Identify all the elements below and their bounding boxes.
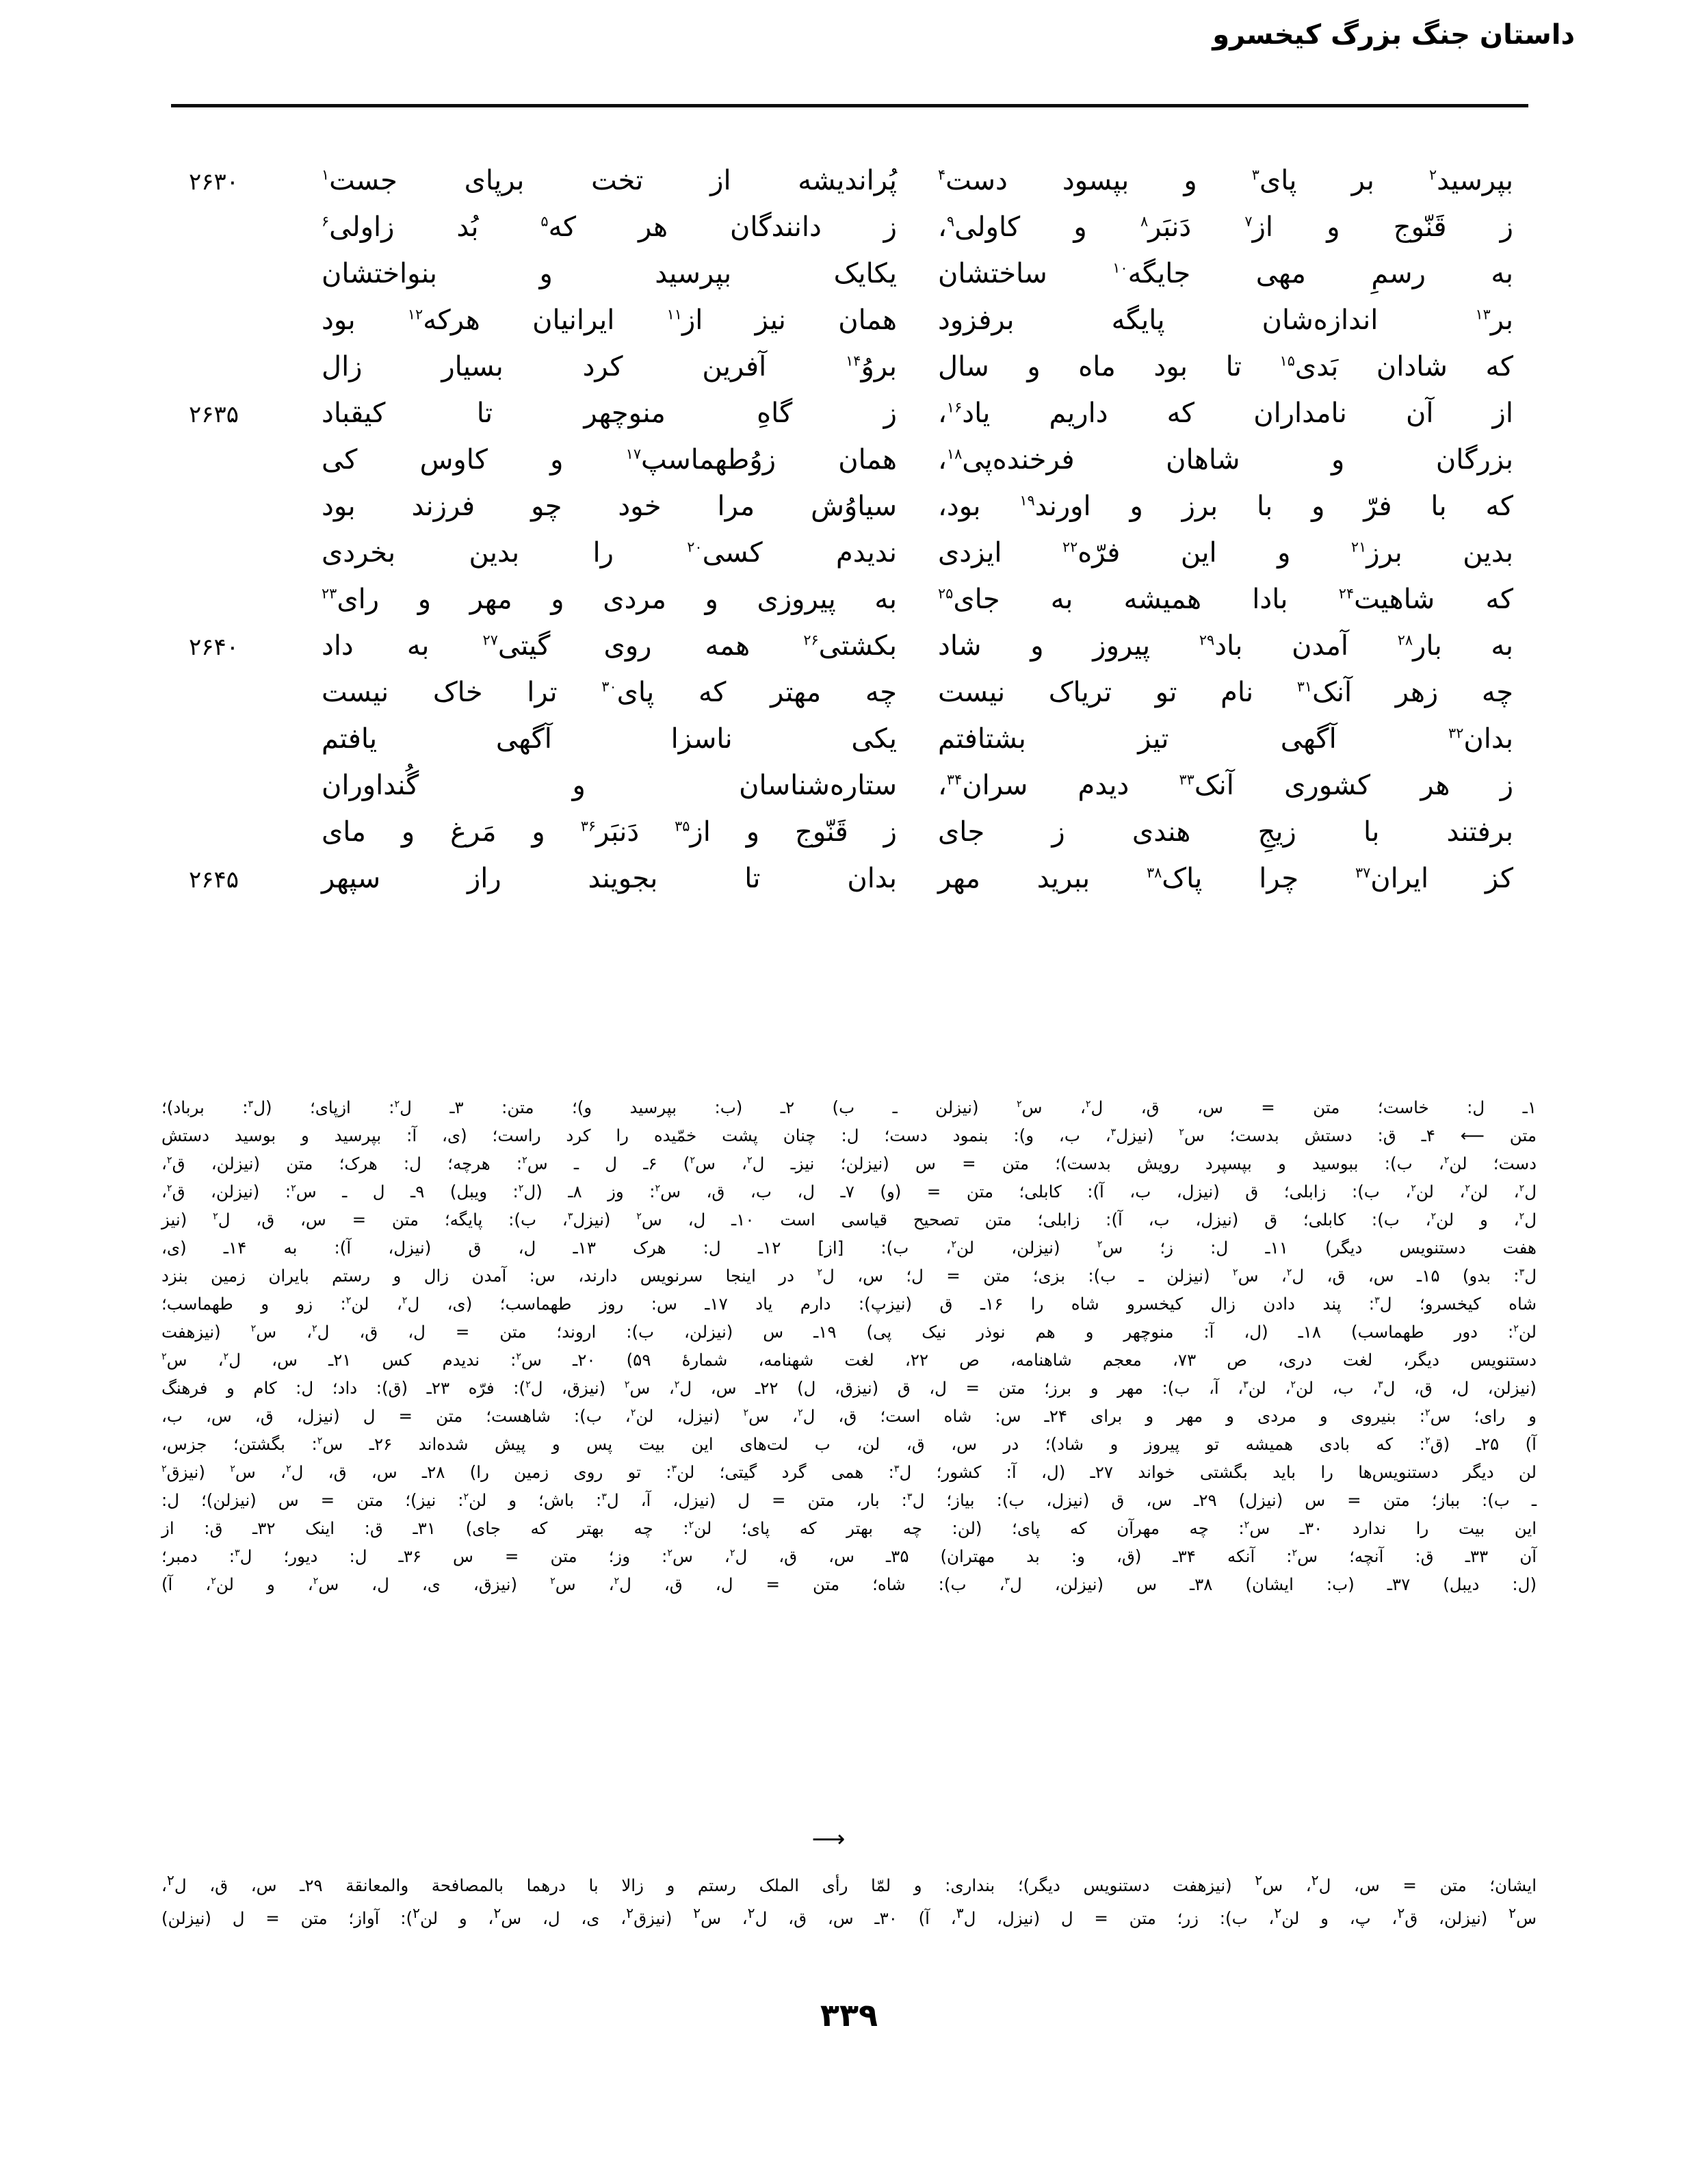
apparatus-line: (نیزلن، ل، ق، ل$^۳$، ب، لن$^۲$، لن$^۳$، آ، ب): مهر و برز؛ متن = ل، ق (نیزق، ل) ۲۲ـ س، ل$^۲$، س$^۲$ (نیزق، ل$^۲$): فرّه ۲۳ـ (ق): داد؛ ل: کام و فرهنگ — [161, 1378, 1537, 1398]
hemistich-right: ستاره‌شناسان و گُنداوران — [322, 770, 897, 801]
hemistich-right: ز قَنّوج و از$^{۳۵}$ دَنبَر$^{۳۶}$ و مَرغ و مای — [322, 816, 897, 848]
verse-block — [171, 164, 1527, 909]
hemistich-right: بدان تا بجویند راز سپهر — [322, 863, 897, 894]
verse-row — [171, 211, 1527, 257]
hemistich-left: به بار$^{۲۸}$ آمدن باد$^{۲۹}$ پیروز و شاد — [938, 630, 1513, 662]
apparatus-line: ل$^۲$، و لن$^۲$، ب): کابلی؛ ق (نیزل، ب، آ): زابلی؛ متن تصحیح قیاسی است ۱۰ـ ل، س$^۲$ (نیزل$^۳$، ب): پایگه؛ متن = س، ق، ل$^۲$ (نیز — [161, 1210, 1537, 1230]
verse-row — [171, 676, 1527, 723]
hemistich-left: بر$^{۱۳}$ اندازه‌شان پایگه برفزود — [938, 304, 1513, 336]
hemistich-right: پُراندیشه از تخت برپای جست$^۱$ — [322, 165, 897, 196]
verse-number: ۲۶۴۵ — [189, 866, 239, 894]
verse-row — [171, 862, 1527, 909]
hemistich-right: یکی ناسزا آگهی یافتم — [322, 723, 897, 755]
continuation-arrow-marker — [0, 1825, 1698, 1853]
hemistich-left: چه زهر آنک$^{۳۱}$ نام تو تریاک نیست — [938, 677, 1513, 708]
apparatus-line: این بیت را ندارد ۳۰ـ س$^۲$: چه مهرآن که پای؛ (لن: چه بهتر که پای؛ لن$^۲$: چه بهتر که جای) ۳۱ـ ق: اینک ۳۲ـ ق: از — [161, 1518, 1537, 1538]
apparatus-line: دست؛ لن$^۲$، ب): ببوسید و بپسپرد رویش بدست)؛ متن = س (نیزلن؛ نیزـ ل$^۲$، س$^۲$) ۶ـ ل ـ س$^۲$: هرچه؛ ل: هرک؛ متن (نیزلن، ق$^۲$، — [161, 1154, 1537, 1173]
apparatus-line: آ) ۲۵ـ (ق$^۲$: که بادی همیشه تو پیروز و شاد)؛ در س، ق، لن، ب لت‌های این بیت پس و پیش شده‌اند ۲۶ـ س$^۲$: بگشتن؛ جزس، — [161, 1434, 1537, 1454]
hemistich-left: به رسمِ مهی جایگه$^{۱۰}$ ساختشان — [938, 258, 1513, 289]
apparatus-line: (ل: دیبل) ۳۷ـ (ب: ایشان) ۳۸ـ س (نیزلن، ل$^۳$، ب): شاه؛ متن = ل، ق، ل$^۲$، س$^۲$ (نیزق، ی، ل، س$^۲$، و لن$^۲$، آ) — [161, 1574, 1537, 1594]
running-head-title: داستان جنگ بزرگ کیخسرو — [1212, 19, 1575, 51]
hemistich-left: که با فرّ و با برز و اورند$^{۱۹}$ بود، — [938, 491, 1513, 522]
critical-apparatus-block-one — [161, 1093, 1537, 1598]
apparatus-line: ل$^۳$: بدو) ۱۵ـ س، ق، ل$^۲$، س$^۲$ (نیزلن ـ ب): بزی؛ متن = ل؛ س، ل$^۲$ در اینجا سرنویس دارند، س: آمدن زال و رستم بایران زمین بنزد — [161, 1266, 1537, 1286]
apparatus-line: ـ ب): بباز؛ متن = س (نیزل) ۲۹ـ س، ق (نیزل، ب): بیاز؛ ل$^۳$: بار، متن = ل (نیزل، آ، ل$^۳$: باش؛ و لن$^۲$: نیز)؛ متن = س (نیزلن)؛ ل: — [161, 1490, 1537, 1510]
hemistich-right: بروُ$^{۱۴}$ آفرین کرد بسیار زال — [322, 351, 897, 382]
hemistich-left: که شادان بَدی$^{۱۵}$ تا بود ماه و سال — [938, 351, 1514, 382]
hemistich-left: که شاهیت$^{۲۴}$ بادا همیشه به جای$^{۲۵}$ — [938, 584, 1513, 615]
verse-row — [171, 397, 1527, 443]
verse-row — [171, 583, 1527, 629]
verse-row — [171, 723, 1527, 769]
apparatus-line: ۱ـ ل: خاست؛ متن = س، ق، ل$^۲$، س$^۲$ (نیزلن ـ ب) ۲ـ (ب: بپرسید و)؛ متن: ۳ـ ل$^۲$: ازپای؛ (ل$^۳$: برباد)؛ — [161, 1097, 1537, 1117]
hemistich-left: کز ایران$^{۳۷}$ چرا پاک$^{۳۸}$ ببرید مهر — [938, 863, 1514, 894]
apparatus-line: دستنویس دیگر، لغت دری، ص ۷۳، معجم شاهنامه، ص ۲۲، لغت شهنامه، شمارهٔ ۵۹) ۲۰ـ س$^۲$: ندیدم کس ۲۱ـ س، ل$^۲$، س$^۲$ — [161, 1350, 1537, 1370]
apparatus-line: شاه کیخسرو؛ ل$^۳$: پند دادن زال کیخسرو شاه را ۱۶ـ ق (نیزپ): دارم یاد ۱۷ـ س: روز طهماسب؛ (ی، ل$^۲$، لن$^۲$: زو و طهماسب؛ — [161, 1294, 1537, 1314]
page-number: ۳۳۹ — [820, 1997, 878, 2033]
verse-number: ۲۶۳۵ — [189, 401, 239, 428]
hemistich-right: بکشتی$^{۲۶}$ همه روی گیتی$^{۲۷}$ به داد — [322, 630, 897, 662]
hemistich-right: ز دانندگان هر که$^۵$ بُد زاولی$^۶$ — [322, 211, 898, 243]
apparatus-line: متن ⟵ ۴ـ ق: دستش بدست؛ س$^۲$ (نیزل$^۳$، ب، و): بنمود دست؛ ل: چنان پشت خمّیده را کرد راست؛ (ی، آ: بپرسید و بوسید دستش — [161, 1126, 1537, 1145]
hemistich-left: ز هر کشوری آنک$^{۳۳}$ دیدم سران$^{۳۴}$، — [938, 770, 1514, 801]
hemistich-left: بپرسید$^۲$ بر پای$^۳$ و بپسود دست$^۴$ — [938, 165, 1513, 196]
hemistich-right: به پیروزی و مردی و مهر و رای$^{۲۳}$ — [322, 584, 897, 615]
apparatus-line: س$^۲$ (نیزلن، ق$^۲$، پ، و لن$^۲$، ب): زر؛ متن = ل (نیزل، ل$^۳$، آ) ۳۰ـ س، ق، ل$^۲$، س$^۲$ (نیزق$^۲$، ی، ل، س$^۲$، و لن$^۲$): آواز؛ متن = ل (نیزلن) — [161, 1905, 1537, 1929]
verse-row — [171, 536, 1527, 583]
apparatus-line: و رای؛ س$^۲$: بنیروی و مردی و مهر و برای ۲۴ـ س: شاه است؛ ق، ل$^۲$، س$^۲$ (نیزل، لن$^۲$، ب): شاهست؛ متن = ل (نیزل، ق، س، ب، — [161, 1406, 1537, 1426]
verse-row — [171, 257, 1527, 304]
hemistich-left: بزرگان و شاهان فرخنده‌پی$^{۱۸}$، — [938, 444, 1513, 476]
apparatus-line: آن ۳۳ـ ق: آنچه؛ س$^۲$: آنکه ۳۴ـ (ق، و: بد مهتران) ۳۵ـ س، ق، ل$^۲$، س$^۲$: وز؛ متن = س ۳۶ـ ل: دیور؛ ل$^۳$: دمبر؛ — [161, 1546, 1537, 1566]
verse-row — [171, 164, 1527, 211]
hemistich-right: ندیدم کسی$^{۲۰}$ را بدین بخردی — [322, 537, 897, 569]
hemistich-left: از آن نامداران که داریم یاد$^{۱۶}$، — [938, 398, 1513, 429]
hemistich-right: سیاوُش مرا خود چو فرزند بود — [322, 491, 897, 522]
apparatus-line: ایشان؛ متن = س، ل$^۲$، س$^۲$ (نیزهفت دستنویس دیگر)؛ بنداری: و لمّا رأی الملک رستم و زالا با درهما بالمصافحة والمعانقة ۲۹ـ س، ق، ل$^۲$، — [161, 1872, 1537, 1896]
apparatus-line: لن$^۲$: دور طهماسب) ۱۸ـ (ل، آ: منوچهر و هم نوذر نیک پی) ۱۹ـ س (نیزلن، ب): اروند؛ متن = ل، ق، ل$^۲$، س$^۲$ (نیزهفت — [161, 1322, 1537, 1342]
hemistich-right: ز گاهِ منوچهر تا کیقباد — [322, 398, 897, 429]
hemistich-right: همان نیز از$^{۱۱}$ ایرانیان هرکه$^{۱۲}$ بود — [322, 304, 897, 336]
verse-row — [171, 769, 1527, 816]
apparatus-line: هفت دستنویس دیگر) ۱۱ـ ل: ز؛ س$^۲$ (نیزلن، لن$^۲$، ب): [از] ۱۲ـ ل: هرک ۱۳ـ ل، ق (نیزل، آ): به ۱۴ـ (ی، — [161, 1238, 1537, 1258]
verse-number: ۲۶۳۰ — [189, 168, 239, 196]
hemistich-left: برفتند با زیجِ هندی ز جای — [938, 816, 1513, 848]
hemistich-right: یکایک بپرسید و بنواختشان — [322, 258, 897, 289]
arrow-right-icon: ⟶ — [811, 1825, 846, 1853]
critical-apparatus-block-two — [161, 1867, 1537, 1932]
hemistich-left: بدان$^{۳۲}$ آگهی تیز بشتافتم — [938, 723, 1513, 755]
hemistich-left: ز قَنّوج و از$^۷$ دَنبَر$^۸$ و کاولی$^۹$، — [938, 211, 1513, 243]
hemistich-right: همان زوُطهماسپ$^{۱۷}$ و کاوس کی — [322, 444, 898, 476]
verse-row — [171, 490, 1527, 536]
verse-row — [171, 350, 1527, 397]
apparatus-line: ل$^۲$، لن$^۲$، لن$^۲$، ب): زابلی؛ ق (نیزل، ب، آ): کابلی؛ متن = (و) ۷ـ ل، ب، ق، س$^۲$: وز ۸ـ (ل$^۲$: ویبل) ۹ـ ل ـ س$^۲$: (نیزلن، ق$^۲$، — [161, 1182, 1537, 1201]
hemistich-left: بدین برز$^{۲۱}$ و این فرّه$^{۲۲}$ ایزدی — [938, 537, 1513, 569]
header-divider-rule — [171, 104, 1528, 107]
verse-row — [171, 304, 1527, 350]
verse-row — [171, 443, 1527, 490]
verse-row — [171, 816, 1527, 862]
verse-row — [171, 629, 1527, 676]
hemistich-right: چه مهتر که پای$^{۳۰}$ ترا خاک نیست — [322, 677, 897, 708]
apparatus-line: لن دیگر دستنویس‌ها را باید بگشتی خواند ۲۷ـ (ل، آ: کشور؛ ل$^۳$: همی گرد گیتی؛ لن$^۳$: تو روی زمین را) ۲۸ـ س، ق، ل$^۲$، س$^۲$ (نیزق$^۲$ — [161, 1462, 1537, 1482]
verse-number: ۲۶۴۰ — [189, 634, 239, 661]
